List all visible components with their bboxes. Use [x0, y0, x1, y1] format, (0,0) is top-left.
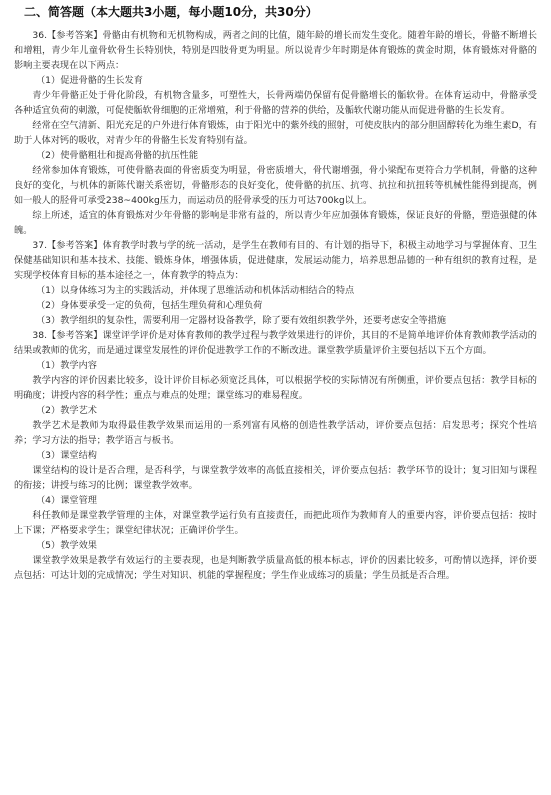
q38-heading-4: （4）课堂管理 — [36, 495, 97, 506]
q36-intro: 36.【参考答案】骨骼由有机物和无机物构成，两者之间的比值，随年龄的增长而发生变化。随着年龄的增长，骨骼不断增长和增粗，青少年儿童骨软骨生长特别快，特别是四肢骨更为明显。所以说青少年时期是体育锻炼的黄金时期，体育锻炼对骨骼的影响主要表现在以下两点： — [14, 30, 537, 71]
q38-intro: 38.【参考答案】课堂评学评价是对体育教师的教学过程与教学效果进行的评价，其目的不是简单地评价体育教师教学活动的结果或教师的优劣，而是通过课堂发展性的评价促进教学工作的不断改进。课堂教学质量评价主要包括以下五个方面。 — [14, 330, 537, 356]
q37-item-2: （2）身体要承受一定的负荷，包括生理负荷和心理负荷 — [36, 300, 263, 311]
q38-paragraph-4: 科任教师是课堂教学管理的主体，对课堂教学运行负有直接责任，而把此项作为教师育人的重要内容，评价要点包括：按时上下课；严格要求学生；课堂纪律状况；正确评价学生。 — [14, 510, 537, 536]
q38-paragraph-3: 课堂结构的设计是否合理，是否科学，与课堂教学效率的高低直接相关，评价要点包括：教学环节的设计；复习旧知与课程的衔接；讲授与练习的比例；课堂教学效率。 — [14, 465, 537, 491]
q36-paragraph-3: 经常参加体育锻炼，可使骨骼表面的骨密质变为明显，骨密质增大，骨代谢增强，骨小梁配布更符合力学机制，骨骼的这种良好的变化，与机体的新陈代谢关系密切，骨骼形态的良好变化，使骨骼的抗压、抗弯、抗拉和抗扭转等机械性能得到提高，例如一般人的胫骨可承受238~400kg压力，而运动员的胫骨承受的压力可达700kg以上。 — [14, 165, 537, 206]
q38-heading-2: （2）教学艺术 — [36, 405, 97, 416]
q38-paragraph-1: 教学内容的评价因素比较多，设计评价目标必须宽泛具体，可以根据学校的实际情况有所侧重，评价要点包括：教学目标的明确度；讲授内容的科学性；重点与难点的处理；课堂练习的难易程度。 — [14, 375, 537, 401]
q36-paragraph-4: 综上所述，适宜的体育锻炼对少年骨骼的影响是非常有益的，所以青少年应加强体育锻炼，保证良好的骨骼，塑造强健的体魄。 — [14, 210, 537, 236]
q38-heading-3: （3）课堂结构 — [36, 450, 97, 461]
q37-intro: 37.【参考答案】体育教学时教与学的统一活动，是学生在教师有目的、有计划的指导下，积极主动地学习与掌握体育、卫生保健基础知识和基本技术、技能、锻炼身体，增强体质，促进健康，发展运动能力，培养思想品德的一种有组织的教育过程，是实现学校体育目标的基本途径之一，体育教学的特点为： — [14, 240, 537, 281]
section-title: 二、简答题（本大题共3小题，每小题10分，共30分） — [24, 5, 318, 19]
q36-paragraph-2: 经常在空气清新、阳光充足的户外进行体育锻炼，由于阳光中的紫外线的照射，可使皮肤内的部分胆固醇转化为维生素D，有助于人体对钙的吸收，对青少年的骨骼生长发育特别有益。 — [14, 120, 537, 146]
q36-heading-1: （1）促进骨骼的生长发育 — [36, 75, 143, 86]
q37-item-3: （3）教学组织的复杂性，需要利用一定器材设备教学，除了要有效组织教学外，还要考虑安全等措施 — [36, 315, 447, 326]
q38-heading-5: （5）教学效果 — [36, 540, 97, 551]
q38-paragraph-2: 教学艺术是教师为取得最佳教学效果而运用的一系列富有风格的创造性教学活动，评价要点包括：启发思考；探究个性培养；学习方法的指导；教学语言与板书。 — [14, 420, 537, 446]
q36-heading-2: （2）使骨骼粗壮和提高骨骼的抗压性能 — [36, 150, 199, 161]
q38-paragraph-5: 课堂教学效果是教学有效运行的主要表现，也是判断教学质量高低的根本标志，评价的因素比较多，可酌情以选择，评价要点包括：可达计划的完成情况；学生对知识、机能的掌握程度；学生作业成练习的质量；学生员抵是否合理。 — [14, 555, 537, 581]
q36-paragraph-1: 青少年骨骼正处于骨化阶段，有机物含量多，可塑性大，长骨两端仍保留有促骨骼增长的骺软骨。在体育运动中，骨骼承受各种适宜负荷的刺激，可促使骺软骨细胞的正常增殖，利于骨骼的营养的供给，及骺软代谢功能从而促进骨骼的生长发育。 — [14, 90, 537, 116]
q37-item-1: （1）以身体练习为主的实践活动，并体现了思维活动和机体活动相结合的特点 — [36, 285, 355, 296]
q38-heading-1: （1）教学内容 — [36, 360, 97, 371]
